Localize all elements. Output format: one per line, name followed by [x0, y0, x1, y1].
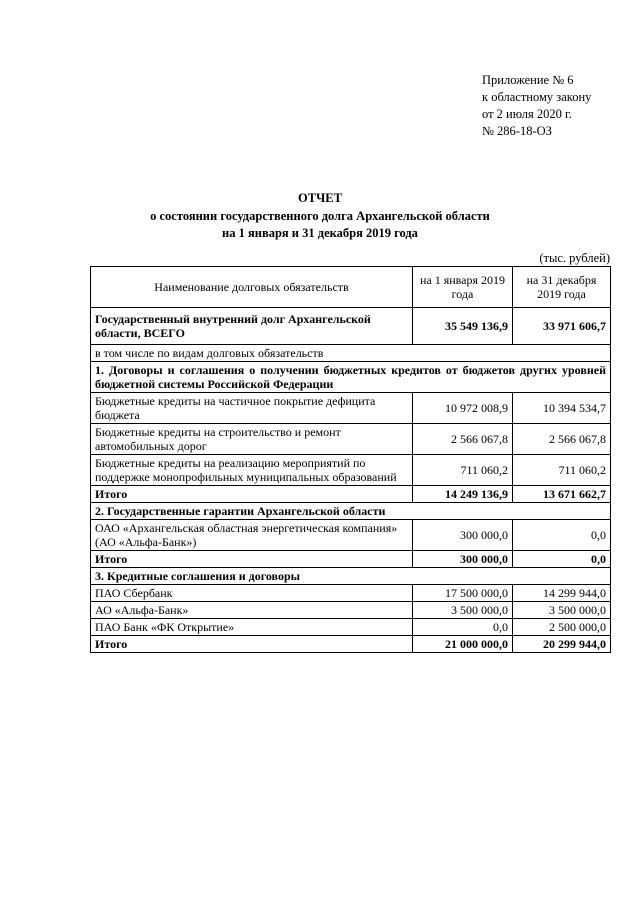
header-col2: на 31 декабря 2019 года — [513, 267, 611, 308]
row-v1: 3 500 000,0 — [413, 602, 513, 619]
row-v2: 0,0 — [513, 520, 611, 551]
appendix-line: № 286-18-ОЗ — [482, 124, 552, 138]
row-label: Бюджетные кредиты на реализацию мероприятий по поддержке монопрофильных муниципальных образований — [91, 455, 413, 486]
total-debt-row — [91, 308, 611, 345]
table-row — [91, 393, 611, 424]
row-v2: 2 500 000,0 — [513, 619, 611, 636]
section2-title: 2. Государственные гарантии Архангельской области — [91, 503, 611, 520]
total-debt-label: Государственный внутренний долг Архангельской области, ВСЕГО — [91, 308, 413, 345]
table-row — [91, 619, 611, 636]
subtotal-label: Итого — [91, 551, 413, 568]
row-v1: 2 566 067,8 — [413, 424, 513, 455]
section-title-row — [91, 568, 611, 585]
table-row — [91, 455, 611, 486]
title-line-1: ОТЧЕТ — [298, 191, 342, 205]
appendix-line: Приложение № 6 — [482, 73, 574, 87]
subtotal-v1: 21 000 000,0 — [413, 636, 513, 653]
row-v2: 2 566 067,8 — [513, 424, 611, 455]
section-title-row — [91, 503, 611, 520]
subtotal-row — [91, 636, 611, 653]
row-label: Бюджетные кредиты на строительство и ремонт автомобильных дорог — [91, 424, 413, 455]
row-v2: 10 394 534,7 — [513, 393, 611, 424]
total-debt-v1: 35 549 136,9 — [413, 308, 513, 345]
row-v1: 17 500 000,0 — [413, 585, 513, 602]
subtotal-label: Итого — [91, 636, 413, 653]
appendix-line: от 2 июля 2020 г. — [482, 107, 572, 121]
row-label: АО «Альфа-Банк» — [91, 602, 413, 619]
table-header-row — [91, 267, 611, 308]
total-debt-v2: 33 971 606,7 — [513, 308, 611, 345]
appendix-line: к областному закону — [482, 90, 592, 104]
table-row — [91, 585, 611, 602]
row-label: Бюджетные кредиты на частичное покрытие дефицита бюджета — [91, 393, 413, 424]
subtotal-v2: 13 671 662,7 — [513, 486, 611, 503]
subtotal-row — [91, 486, 611, 503]
unit-note: (тыс. рублей) — [539, 251, 610, 265]
row-v2: 3 500 000,0 — [513, 602, 611, 619]
header-col1: на 1 января 2019 года — [413, 267, 513, 308]
title-line-3: на 1 января и 31 декабря 2019 года — [222, 226, 418, 240]
table-row — [91, 424, 611, 455]
row-v1: 300 000,0 — [413, 520, 513, 551]
subtotal-v2: 20 299 944,0 — [513, 636, 611, 653]
including-note: в том числе по видам долговых обязательств — [91, 345, 611, 362]
header-name: Наименование долговых обязательств — [91, 267, 413, 308]
row-label: ПАО Сбербанк — [91, 585, 413, 602]
row-v2: 711 060,2 — [513, 455, 611, 486]
subtotal-row — [91, 551, 611, 568]
row-label: ПАО Банк «ФК Открытие» — [91, 619, 413, 636]
row-label: ОАО «Архангельская областная энергетическая компания» (АО «Альфа-Банк») — [91, 520, 413, 551]
table-row — [91, 520, 611, 551]
subtotal-v1: 300 000,0 — [413, 551, 513, 568]
section-title-row — [91, 362, 611, 393]
debt-table — [90, 266, 611, 653]
section3-title: 3. Кредитные соглашения и договоры — [91, 568, 611, 585]
including-row — [91, 345, 611, 362]
section1-title: 1. Договоры и соглашения о получении бюджетных кредитов от бюджетов других уровней бюджетной системы Российской Федерации — [91, 362, 611, 393]
subtotal-v2: 0,0 — [513, 551, 611, 568]
title-line-2: о состоянии государственного долга Архангельской области — [150, 209, 490, 223]
row-v1: 0,0 — [413, 619, 513, 636]
table-row — [91, 602, 611, 619]
report-title — [0, 190, 640, 242]
subtotal-v1: 14 249 136,9 — [413, 486, 513, 503]
row-v1: 10 972 008,9 — [413, 393, 513, 424]
appendix-header — [482, 72, 591, 140]
row-v1: 711 060,2 — [413, 455, 513, 486]
subtotal-label: Итого — [91, 486, 413, 503]
row-v2: 14 299 944,0 — [513, 585, 611, 602]
